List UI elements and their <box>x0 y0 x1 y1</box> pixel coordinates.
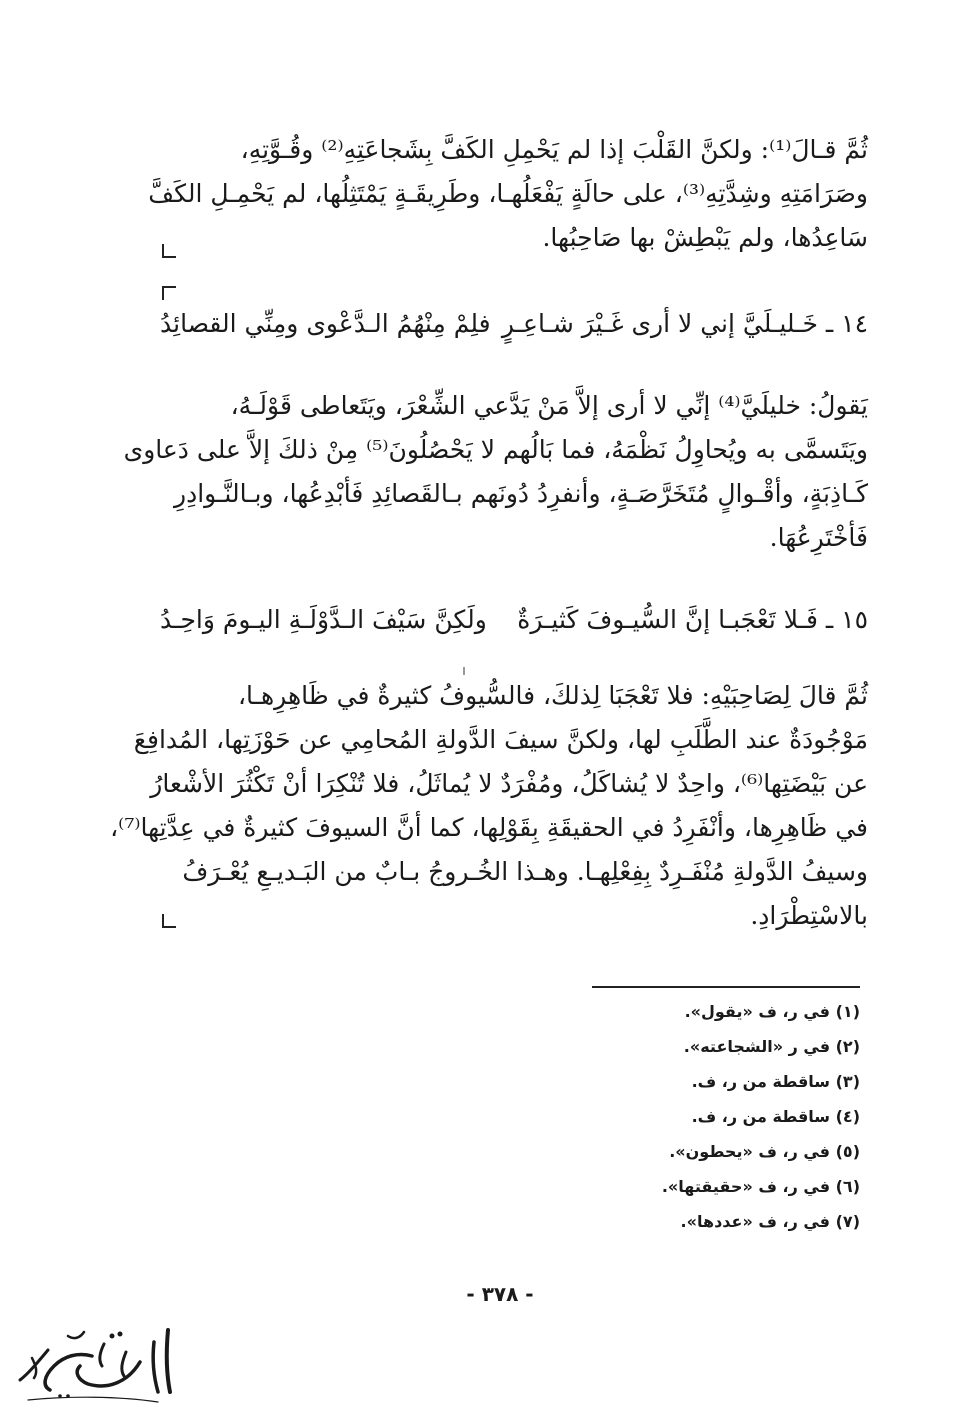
page-number: - ٣٧٨ - <box>466 1282 534 1306</box>
paragraph-line: في ظَاهِرِها، وأنْفَرِدُ في الحقيقَةِ بِقَوْلِها، كما أنَّ السيوفَ كثيرةٌ في عِدَّتِها⁽⁷⁾، <box>110 813 868 842</box>
paragraph-line: يَقولُ: خليلَيَّ⁽⁴⁾ إنِّي لا أرى إلاَّ مَنْ يَدَّعي الشِّعْرَ، ويَتَعاطى قَوْلَـهُ، <box>230 391 868 420</box>
paragraph-1 <box>148 128 868 260</box>
paragraph-line: ويَتَسمَّى به ويُحاوِلُ نَظْمَهُ، فما بَالُهم لا يَحْصُلُونَ⁽⁵⁾ مِنْ ذلكَ إلاَّ على دَعاوى <box>123 435 868 464</box>
verse-hemistich-first: ١٤ ـ خَـليـلَيَّ إني لا أرى غَـيْرَ شـاعِـرٍ <box>501 309 868 338</box>
paragraph-line: سَاعِدُها، ولم يَبْطِشْ بها صَاحِبُها. <box>542 223 868 252</box>
paragraph-line: كَـاذِبَةٍ، وأقْـوالٍ مُتَخَرَّصَـةٍ، وأنفرِدُ دُونَهم بـالقَصائِدِ فَأبْدِعُها، وبـالنَّـوادِرِ <box>174 479 868 508</box>
verse-hemistich-second: فلِمْ مِنْهُمُ الـدَّعْوى ومِنِّي القصائِدُ <box>160 309 491 338</box>
footnote-item: (٦) في ر، ف «حقيقتها». <box>661 1177 860 1196</box>
footnote-divider <box>592 986 860 988</box>
paragraph-2 <box>123 384 868 560</box>
footnote-item: (٤) ساقطة من ر، ف. <box>691 1107 860 1126</box>
footnote-item: (١) في ر، ف «يقول». <box>684 1002 860 1021</box>
verse-15 <box>160 600 868 640</box>
paragraph-line: ثُمَّ قالَ لِصَاحِبَيْهِ: فلا تَعْجَبَا لِذلكَ، فالسُّيوفُ كثيرةٌ في ظَاهِرِهـا، <box>237 681 868 710</box>
footnote-item: (٧) في ر، ف «عددها». <box>680 1212 860 1231</box>
footnote-item: (٣) ساقطة من ر، ف. <box>691 1072 860 1091</box>
section-end-mark <box>162 244 176 258</box>
paragraph-line: وصَرَامَتِهِ وشِدَّتِهِ⁽³⁾، على حالَةٍ يَفْعَلُهـا، وطَرِيقَـةٍ يَمْتَثِلُها، لم يَحْمِـلِ الكَفَّ <box>148 179 868 208</box>
paragraph-line: فَأخْتَرِعُهَا. <box>769 523 868 552</box>
section-end-mark <box>162 914 176 928</box>
footnotes <box>480 994 860 1239</box>
footnote-item: (٢) في ر «الشجاعته». <box>683 1037 860 1056</box>
paragraph-line: وسيفُ الدَّولةِ مُنْفَـرِدٌ بِفِعْلِهـا. وهـذا الخُـروجُ بـابٌ من البَـديـعِ يُعْـرَفُ <box>182 857 868 886</box>
section-start-mark <box>162 286 176 300</box>
verse-hemistich-second: ولَكِنَّ سَيْفَ الـدَّوْلَـةِ اليـومَ وَاحِـدُ <box>160 605 487 634</box>
footnote-item: (٥) في ر، ف «يحطون». <box>669 1142 860 1161</box>
paragraph-3 <box>110 674 868 938</box>
paragraph-line: ثُمَّ قـالَ⁽¹⁾: ولكنَّ القَلْبَ إذا لم يَحْمِلِ الكَفَّ بِشَجاعَتِهِ⁽²⁾ وقُـوَّتِهِ، <box>240 135 868 164</box>
calligraphy-stamp-logo <box>8 1322 183 1410</box>
paragraph-line: مَوْجُودَةٌ عند الطَّلَبِ لها، ولكنَّ سيفَ الدَّولةِ المُحامِي عن حَوْزَتِها، المُدافِعَ <box>133 725 868 754</box>
paragraph-line: عن بَيْضَتِها⁽⁶⁾، واحِدٌ لا يُشاكَلُ، ومُفْرَدٌ لا يُماثَلُ، فلا تُنْكِرَا أنْ تَكْثُرَ الأشْعارُ <box>150 769 868 798</box>
verse-hemistich-first: ١٥ ـ فَـلا تَعْجَبـا إنَّ السُّيـوفَ كَثيـرَةٌ <box>517 605 868 634</box>
paragraph-line: بالاسْتِطْرَادِ. <box>750 901 868 930</box>
verse-14 <box>160 304 868 344</box>
